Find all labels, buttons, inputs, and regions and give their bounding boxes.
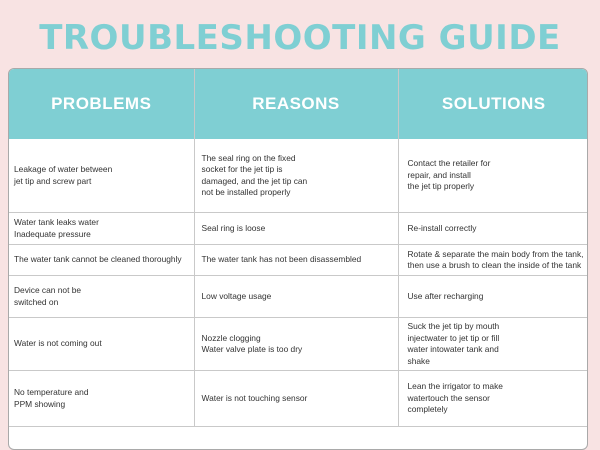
problem-cell: Water is not coming out <box>9 318 194 371</box>
solution-cell: Contact the retailer for repair, and install the jet tip properly <box>398 139 588 213</box>
reason-cell: The seal ring on the fixed socket for the jet tip is damaged, and the jet tip can not be installed properly <box>194 139 398 213</box>
header-problems: PROBLEMS <box>9 69 194 139</box>
reason-cell: Nozzle clogging Water valve plate is too dry <box>194 318 398 371</box>
problem-cell: Leakage of water between jet tip and screw part <box>9 139 194 213</box>
reason-cell: Water is not touching sensor <box>194 371 398 427</box>
reason-cell: Low voltage usage <box>194 276 398 318</box>
solution-cell: Suck the jet tip by mouth injectwater to jet tip or fill water intowater tank and shake <box>398 318 588 371</box>
table-row <box>9 371 588 427</box>
problem-cell: Water tank leaks water Inadequate pressure <box>9 213 194 245</box>
header-solutions: SOLUTIONS <box>398 69 588 139</box>
problem-cell: The water tank cannot be cleaned thoroughly <box>9 245 194 276</box>
table-row <box>9 139 588 213</box>
reason-cell: The water tank has not been disassembled <box>194 245 398 276</box>
table-header-row <box>9 69 588 139</box>
table-row <box>9 213 588 245</box>
solution-cell: Rotate & separate the main body from the tank, then use a brush to clean the inside of the tank <box>398 245 588 276</box>
solution-cell: Lean the irrigator to make watertouch the sensor completely <box>398 371 588 427</box>
troubleshooting-table <box>8 68 588 450</box>
solution-cell: Re-install correctly <box>398 213 588 245</box>
reason-cell: Seal ring is loose <box>194 213 398 245</box>
page-title: TROUBLESHOOTING GUIDE <box>39 18 561 58</box>
solution-cell: Use after recharging <box>398 276 588 318</box>
problem-cell: Device can not be switched on <box>9 276 194 318</box>
table-row <box>9 276 588 318</box>
header-reasons: REASONS <box>194 69 398 139</box>
problem-cell: No temperature and PPM showing <box>9 371 194 427</box>
table-row <box>9 318 588 371</box>
table-row <box>9 245 588 276</box>
